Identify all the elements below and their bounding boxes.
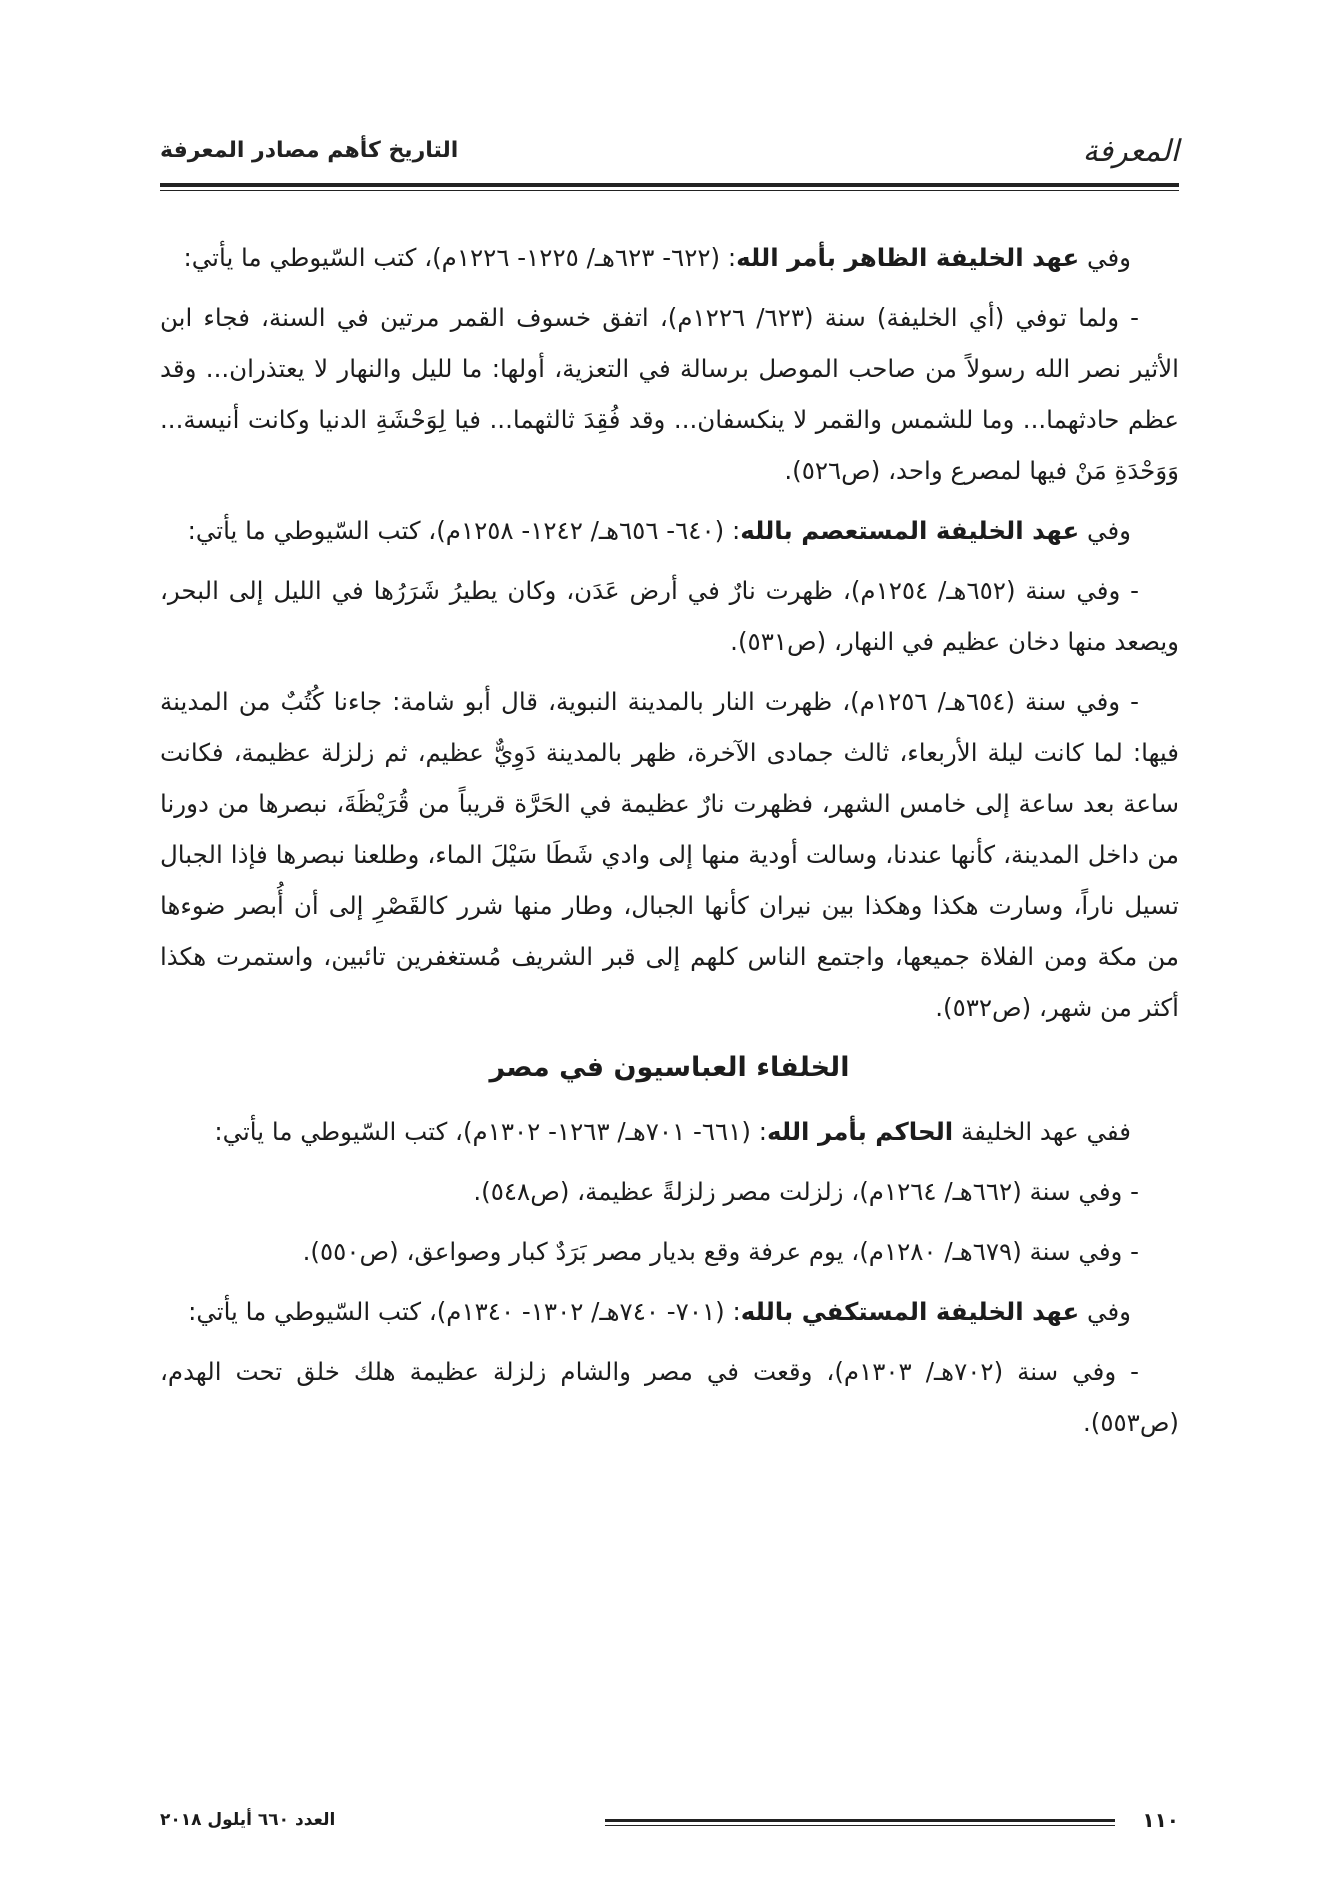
footer-rule <box>605 1819 1115 1822</box>
paragraph-zahir-intro: وفي عهد الخليفة الظاهر بأمر الله: (٦٢٢- ٦٢٣هـ/ ١٢٢٥- ١٢٢٦م)، كتب السّيوطي ما يأتي: <box>183 243 1131 272</box>
running-title: التاريخ كأهم مصادر المعرفة <box>160 138 459 163</box>
paragraph-earthquake-702: - وفي سنة (٧٠٢هـ/ ١٣٠٣م)، وقعت في مصر والشام زلزلة عظيمة هلك خلق تحت الهدم، (ص٥٥٣). <box>160 1357 1179 1437</box>
issue-label: العدد ٦٦٠ أيلول ٢٠١٨ <box>160 1810 336 1830</box>
paragraph-mustakfi-intro: وفي عهد الخليفة المستكفي بالله: (٧٠١- ٧٤٠هـ/ ١٣٠٢- ١٣٤٠م)، كتب السّيوطي ما يأتي: <box>188 1297 1131 1326</box>
paragraph-aden-fire: - وفي سنة (٦٥٢هـ/ ١٢٥٤م)، ظهرت نارٌ في أرض عَدَن، وكان يطيرُ شَرَرُها في الليل إلى البحر، ويصعد منها دخان عظيم في النهار، (ص٥٣١). <box>160 576 1179 656</box>
header-rule-thin <box>160 190 1179 191</box>
paragraph-hakim-intro: ففي عهد الخليفة الحاكم بأمر الله: (٦٦١- ٧٠١هـ/ ١٢٦٣- ١٣٠٢م)، كتب السّيوطي ما يأتي: <box>214 1117 1131 1146</box>
article-body <box>160 232 1179 1457</box>
magazine-logo: المعرفة <box>1082 134 1179 169</box>
section-title: الخلفاء العباسيون في مصر <box>489 1052 850 1083</box>
paragraph-mustasim-intro: وفي عهد الخليفة المستعصم بالله: (٦٤٠- ٦٥٦هـ/ ١٢٤٢- ١٢٥٨م)، كتب السّيوطي ما يأتي: <box>187 516 1131 545</box>
paragraph-hail-679: - وفي سنة (٦٧٩هـ/ ١٢٨٠م)، يوم عرفة وقع بديار مصر بَرَدٌ كبار وصواعق، (ص٥٥٠). <box>302 1237 1139 1266</box>
footer-rule-thin <box>605 1825 1115 1826</box>
page-header <box>160 128 1179 178</box>
paragraph-medina-fire: - وفي سنة (٦٥٤هـ/ ١٢٥٦م)، ظهرت النار بالمدينة النبوية، قال أبو شامة: جاءنا كُتُبٌ من المدينة فيها: لما كانت ليلة الأربعاء، ثالث جمادى الآخرة، ظهر بالمدينة دَوِيٌّ عظيم، ثم زلزلة عظيمة، فكانت ساعة بعد ساعة إلى خامس الشهر، فظهرت نارٌ عظيمة في الحَرَّة قريباً من قُرَيْظَةَ، نبصرها من دورنا من داخل المدينة، كأنها عندنا، وسالت أودية منها إلى وادي شَطَا سَيْلَ الماء، وطلعنا نبصرها فإذا الجبال تسيل ناراً، وسارت هكذا وهكذا بين نيران كأنها الجبال، وطار منها شرر كالقَصْرِ إلى أن أُبصر ضوءها من مكة ومن الفلاة جميعها، واجتمع الناس كلهم إلى قبر الشريف مُستغفرين تائبين، واستمرت هكذا أكثر من شهر، (ص٥٣٢). <box>160 687 1179 1022</box>
page-footer <box>160 1808 1179 1838</box>
paragraph-earthquake-662: - وفي سنة (٦٦٢هـ/ ١٢٦٤م)، زلزلت مصر زلزلةً عظيمة، (ص٥٤٨). <box>473 1177 1139 1206</box>
paragraph-zahir-quote: - ولما توفي (أي الخليفة) سنة (٦٢٣/ ١٢٢٦م)، اتفق خسوف القمر مرتين في السنة، فجاء ابن الأثير نصر الله رسولاً من صاحب الموصل برسالة في التعزية، أولها: ما لليل والنهار لا يعتذران... وقد عظم حادثهما... وما للشمس والقمر لا ينكسفان... وقد فُقِدَ ثالثهما... فيا لِوَحْشَةِ الدنيا وكانت أنيسة... وَوَحْدَةِ مَنْ فيها لمصرع واحد، (ص٥٢٦). <box>160 303 1179 485</box>
header-rule <box>160 183 1179 187</box>
page-number: ١١٠ <box>1142 1808 1179 1832</box>
